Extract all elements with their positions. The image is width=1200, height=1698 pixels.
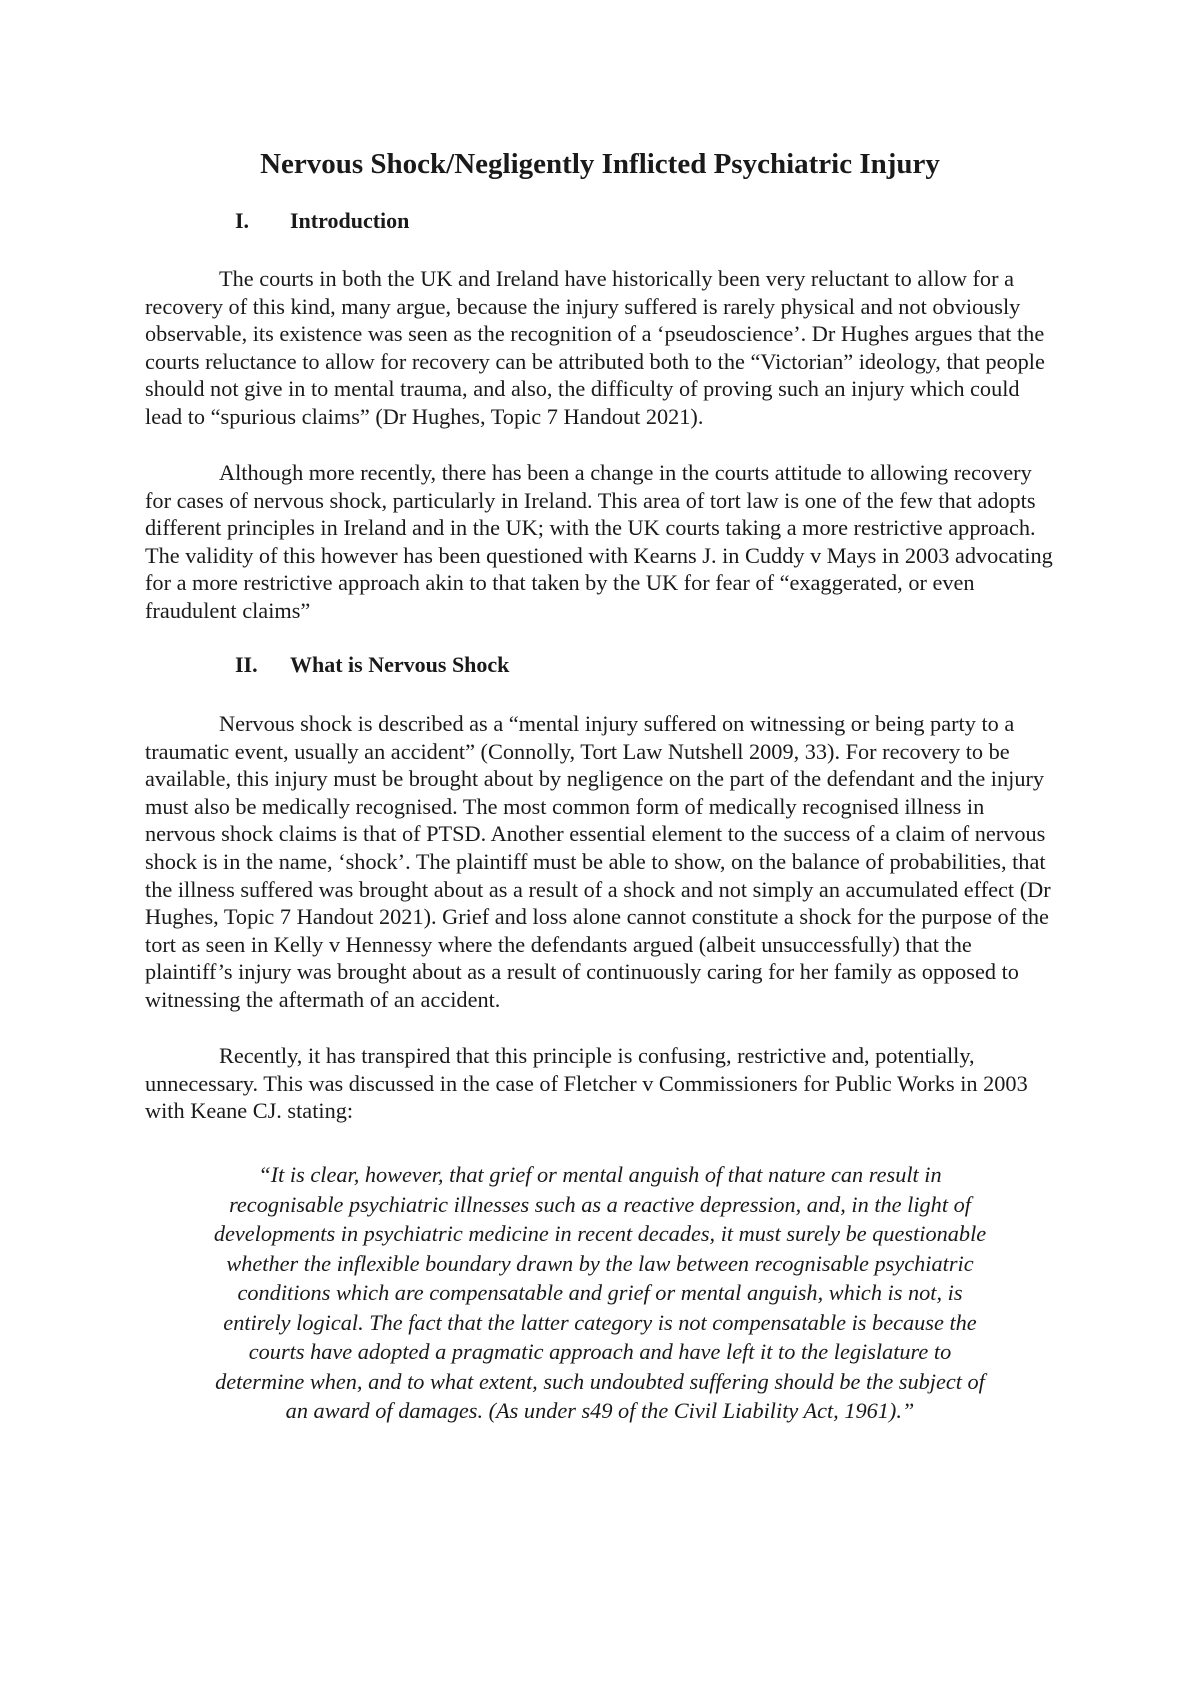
paragraph: Although more recently, there has been a change in the courts attitude to allowing recovery for cases of nervous shock, particularly in Ireland. This area of tort law is one of the few that adopts different principles in Ireland and in the UK; with the UK courts taking a more restrictive approach. The validity of this however has been questioned with Kearns J. in Cuddy v Mays in 2003 advocating for a more restrictive approach akin to that taken by the UK for fear of “exaggerated, or even fraudulent claims” (145, 460, 1053, 623)
document-title: Nervous Shock/Negligently Inflicted Psychiatric Injury (260, 148, 940, 180)
paragraph: The courts in both the UK and Ireland have historically been very reluctant to allow for a recovery of this kind, many argue, because the injury suffered is rarely physical and not obviously observable, its existence was seen as the recognition of a ‘pseudoscience’. Dr Hughes argues that the courts reluctance to allow for recovery can be attributed both to the “Victorian” ideology, that people should not give in to mental trauma, and also, the difficulty of proving such an injury which could lead to “spurious claims” (Dr Hughes, Topic 7 Handout 2021). (145, 266, 1045, 429)
paragraph: Recently, it has transpired that this principle is confusing, restrictive and, potentially, unnecessary. This was discussed in the case of Fletcher v Commissioners for Public Works in 2003 with Keane CJ. stating: (145, 1043, 1028, 1124)
paragraph: Nervous shock is described as a “mental injury suffered on witnessing or being party to a traumatic event, usually an accident” (Connolly, Tort Law Nutshell 2009, 33). For recovery to be available, this injury must be brought about by negligence on the part of the defendant and the injury must also be medically recognised. The most common form of medically recognised illness in nervous shock claims is that of PTSD. Another essential element to the success of a claim of nervous shock is in the name, ‘shock’. The plaintiff must be able to show, on the balance of probabilities, that the illness suffered was brought about as a result of a shock and not simply an accumulated effect (Dr Hughes, Topic 7 Handout 2021). Grief and loss alone cannot constitute a shock for the purpose of the tort as seen in Kelly v Hennessy where the defendants argued (albeit unsuccessfully) that the plaintiff’s injury was brought about as a result of continuously caring for her family as opposed to witnessing the aftermath of an accident. (145, 711, 1051, 1012)
section-title: Introduction (290, 208, 410, 233)
block-quote: “It is clear, however, that grief or mental anguish of that nature can result in recognisable psychiatric illnesses such as a reactive depression, and, in the light of developments in psychiatric medicine in recent decades, it must surely be questionable whether the inflexible boundary drawn by the law between recognisable psychiatric conditions which are compensatable and grief or mental anguish, which is not, is entirely logical. The fact that the latter category is not compensatable is because the courts have adopted a pragmatic approach and have left it to the legislature to determine when, and to what extent, such undoubted suffering should be the subject of an award of damages. (As under s49 of the Civil Liability Act, 1961).” (213, 1162, 987, 1423)
section-number: II. (235, 652, 258, 677)
section-number: I. (235, 208, 250, 233)
section-title: What is Nervous Shock (290, 652, 510, 677)
